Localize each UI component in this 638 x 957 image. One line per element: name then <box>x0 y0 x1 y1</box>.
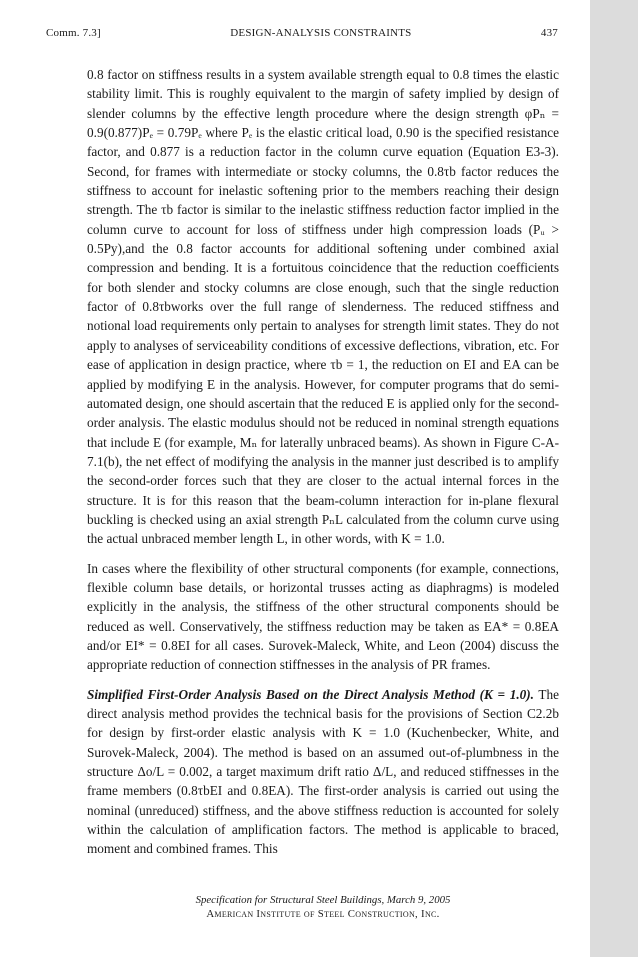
page-number: 437 <box>540 27 558 39</box>
running-header <box>46 27 558 39</box>
section-text: The direct analysis method provides the technical basis for the provisions of Section C2.2b for design by first-order elastic analysis with K = 1.0 (Kuchenbecker, White, and Surovek-Maleck, 2004). The method is based on an assumed out-of-plumbness in the structure Δo/L = 0.002, a target maximum drift ratio Δ/L, and reduced stiffnesses in the frame members (0.8τbEI and 0.8EA). The first-order analysis is carried out using the nominal (unreduced) stiffness, and the above stiffness reduction is accounted for solely within the calculation of amplification factors. The method is applicable to braced, moment and combined frames. This <box>87 686 560 857</box>
commentary-body <box>87 65 559 859</box>
footer-citation: Specification for Structural Steel Buildings, March 9, 2005 <box>195 894 451 906</box>
paragraph-simplified-analysis <box>87 685 559 859</box>
paragraph-stiffness-reduction: 0.8 factor on stiffness results in a system available strength equal to 0.8 times the elastic stability limit. This is roughly equivalent to the margin of safety implied by design of slender columns by the effective length procedure where the design strength φPₙ = 0.9(0.877)Pₑ = 0.79Pₑ where Pₑ is the elastic critical load, 0.90 is the specified resistance factor, and 0.877 is a reduction factor in the column curve equation (Equation E3-3). Second, for frames with intermediate or stocky columns, the 0.8τb factor reduces the stiffness to account for inelastic softening prior to the members reaching their design strength. The τb factor is similar to the inelastic stiffness reduction factor implied in the column curve to account for loss of stiffness under high compression loads (Pᵤ > 0.5Py),and the 0.8 factor accounts for additional softening under combined axial compression and bending. It is a fortuitous coincidence that the reduction coefficients for both slender and stocky columns are close enough, such that the single reduction factor of 0.8τbworks over the full range of slenderness. The reduced stiffness and notional load requirements only pertain to analyses for strength limit states. They do not apply to analyses of serviceability conditions of excessive deflections, vibration, etc. For ease of application in design practice, where τb = 1, the reduction on EI and EA can be applied by modifying E in the analysis. However, for computer programs that do semi-automated design, one should ascertain that the reduced E is applied only for the second-order analysis. The elastic modulus should not be reduced in nominal strength equations that include E (for example, Mₙ for laterally unbraced beams). As shown in Figure C-A-7.1(b), the net effect of modifying the analysis in the manner just described is to amplify the second-order forces such that they are closer to the actual internal forces in the structure. It is for this reason that the beam-column interaction for in-plane flexural buckling is checked using an axial strength PₙL calculated from the column curve using the actual unbraced member length L, in other words, with K = 1.0. <box>87 67 559 547</box>
footer-organization: American Institute of Steel Construction, Inc. <box>206 908 440 920</box>
page-footer <box>87 893 559 921</box>
viewer-side-margin <box>590 0 638 957</box>
paragraph-component-flexibility: In cases where the flexibility of other structural components (for example, connections, flexible column base details, or horizontal trusses acting as diaphragms) is modeled explicitly in the analysis, the stiffness of the other structural components should be reduced as well. Conservatively, the stiffness reduction may be taken as EA* = 0.8EA and/or EI* = 0.8EI for all cases. Surovek-Maleck, White, and Leon (2004) discuss the appropriate reduction of connection stiffnesses in the analysis of PR frames. <box>87 560 559 673</box>
header-title: DESIGN-ANALYSIS CONSTRAINTS <box>230 27 412 39</box>
section-heading: Simplified First-Order Analysis Based on the Direct Analysis Method (K = 1.0). <box>87 686 534 702</box>
header-section-ref: Comm. 7.3] <box>46 27 101 39</box>
